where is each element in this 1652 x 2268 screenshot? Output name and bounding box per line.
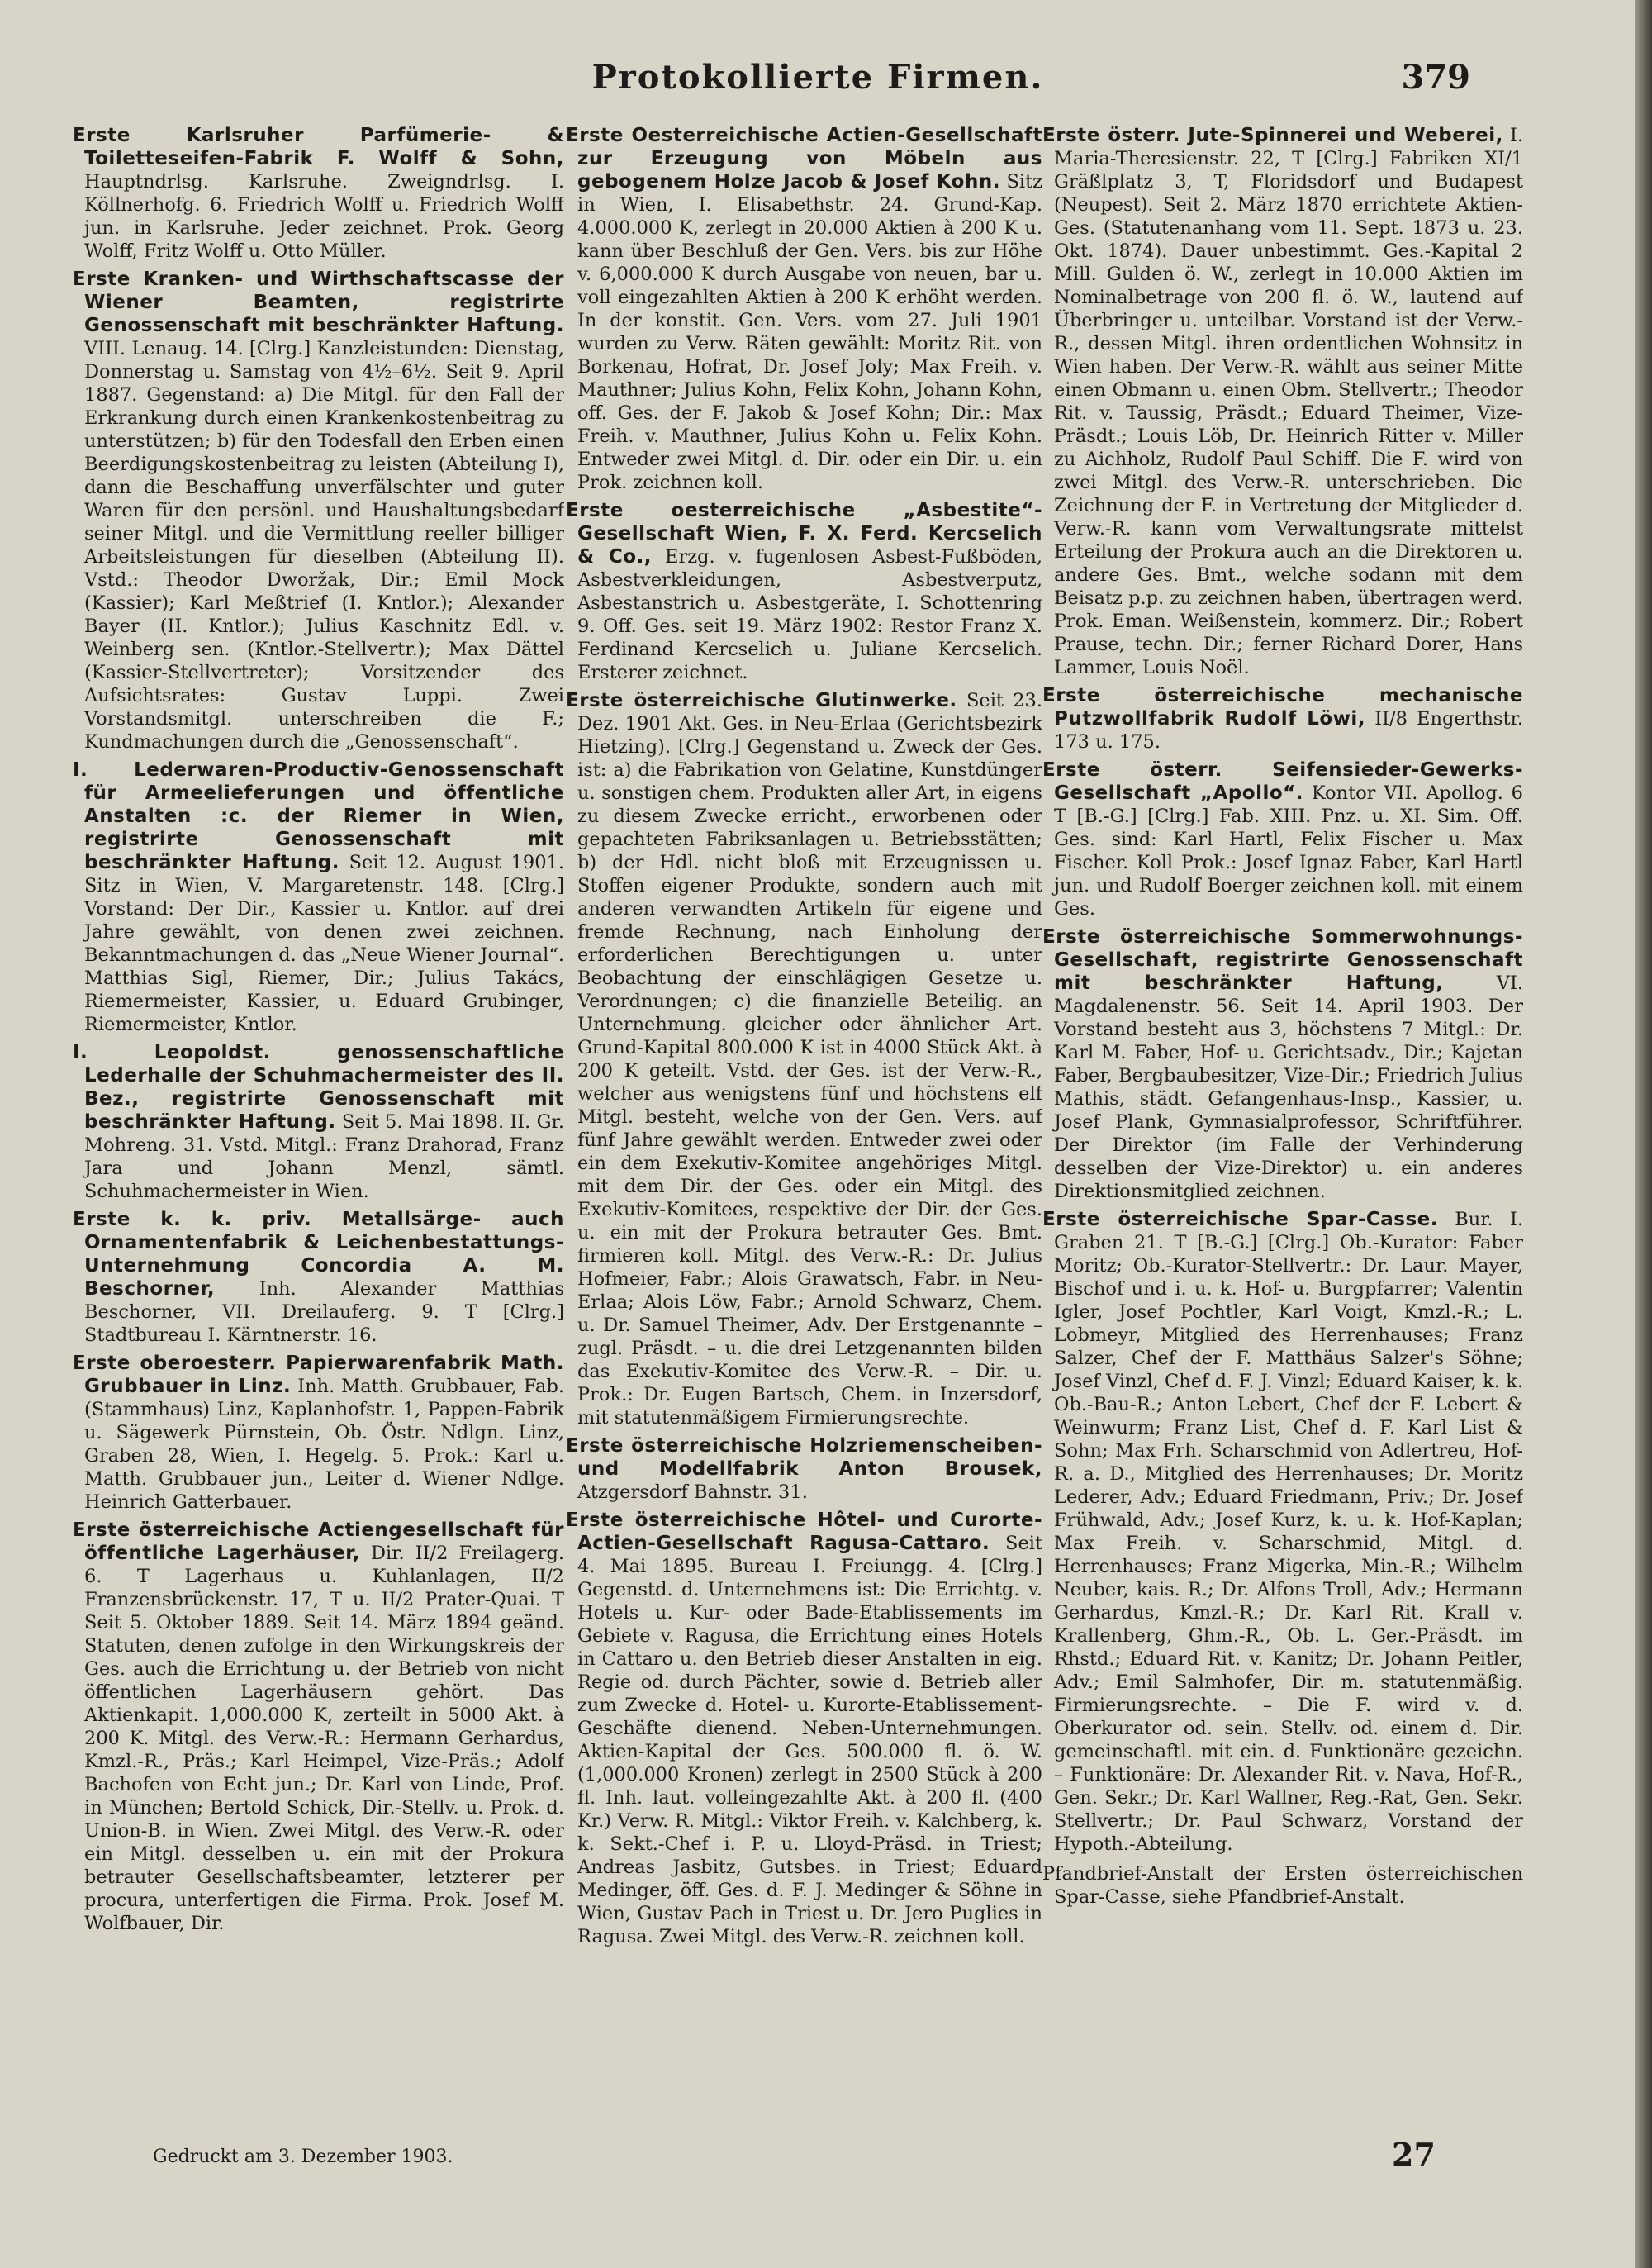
firm-name: I. Lederwaren-Productiv-Genossenschaft für Armeelieferungen und öffentliche Anstalten :c. der Riemer in Wien, registrirte Genossenschaft mit beschränkter Haftung. [73,759,564,873]
firm-details: I. Maria-Theresienstr. 22, T [Clrg.] Fabriken XI/1 Gräßlplatz 3, T, Floridsdorf und Budapest (Neupest). Seit 2. März 1870 errichtete Aktien-Ges. (Statutenanhang vom 11. Sept. 1873 u. 23. Okt. 1874). Dauer unbestimmt. Ges.-Kapital 2 Mill. Gulden ö. W., zerlegt in 10.000 Aktien im Nominalbetrage von 200 fl. ö. W., lautend auf Überbringer u. unteilbar. Vorstand ist der Verw.-R., dessen Mitgl. ihren ordentlichen Wohnsitz in Wien haben. Der Verw.-R. wählt aus seiner Mitte einen Obmann u. einen Obm. Stellvertr.; Theodor Rit. v. Taussig, Präsdt.; Eduard Theimer, Vize-Präsdt.; Louis Löb, Dr. Heinrich Ritter v. Miller zu Aichholz, Rudolf Paul Schiff. Die F. wird von zwei Mitgl. des Verw.-R. unterschrieben. Die Zeichnung der F. in Vertretung der Mitglieder d. Verw.-R. kann vom Verwaltungsrate mittelst Erteilung der Prokura auch an die Direktoren u. andere Ges. Bmt., welche sodann mit dem Beisatz p.p. zu zeichnen haben, übertragen werd. Prok. Eman. Weißenstein, kommerz. Dir.; Robert Prause, techn. Dir.; ferner Richard Dorer, Hans Lammer, Louis Noël. [1054,125,1523,678]
firm-name: Erste österr. Seifensieder-Gewerks-Gesellschaft „Apollo“. [1042,759,1523,804]
firm-name: Erste österr. Jute-Spinnerei und Weberei, [1042,125,1503,146]
page-title: Protokollierte Firmen. [591,58,1044,97]
firm-name: Erste österreichische Hôtel- und Curorte-Actien-Gesellschaft Ragusa-Cattaro. [566,1510,1042,1554]
firm-name: Erste oberoesterr. Papierwarenfabrik Math. Grubbauer in Linz. [73,1353,564,1397]
firm-name: Erste österreichische Holzriemenscheiben- und Modellfabrik Anton Brousek, [566,1435,1042,1480]
firm-details: II/8 Engerthstr. 173 u. 175. [1054,708,1523,753]
print-date: Gedruckt am 3. Dezember 1903. [153,2147,453,2167]
firm-entry [73,1208,564,1347]
firm-name: Erste Kranken- und Wirthschaftscasse der Wiener Beamten, registrirte Genossenschaft mit beschränkter Haftung. [73,269,564,336]
firm-entry [1042,925,1523,1203]
firm-details: Atzgersdorf Bahnstr. 31. [577,1481,808,1503]
firm-details: VIII. Lenaug. 14. [Clrg.] Kanzleistunden: Dienstag, Donnerstag u. Samstag von 4½–6½. Seit 9. April 1887. Gegenstand: a) Die Mitgl. für den Fall der Erkrankung durch einen Krankenkostenbeitrag zu unterstützen; b) für den Todesfall den Erben einen Beerdigungskostenbeitrag zu leisten (Abteilung I), dann die Beschaffung unverfälschter und guter Waren für den persönl. und Haushaltungsbedarf seiner Mitgl. und die Vermittlung reeller billiger Arbeitsleistungen für dieselben (Abteilung II). Vstd.: Theodor Dworžak, Dir.; Emil Mock (Kassier); Karl Meßtrief (I. Kntlor.); Alexander Bayer (II. Kntlor.); Julius Kaschnitz Edl. v. Weinberg sen. (Kntlor.-Stellvertr.); Max Dättel (Kassier-Stellvertreter); Vorsitzender des Aufsichtsrates: Gustav Luppi. Zwei Vorstandsmitgl. unterschreiben die F.; Kundmachungen durch die „Genossenschaft“. [84,338,564,753]
firm-entry [1042,684,1523,754]
firm-details: Seit 4. Mai 1895. Bureau I. Freiungg. 4. [Clrg.] Gegenstd. d. Unternehmens ist: Die Errichtg. v. Hotels u. Kur- oder Bade-Etablissements im Gebiete v. Ragusa, die Errichtung eines Hotels in Cattaro u. den Betrieb dieser Anstalten in eig. Regie od. durch Pächter, sowie d. Betrieb aller zum Zwecke d. Hotel- u. Kurorte-Etablissement-Geschäfte dienend. Neben-Unternehmungen. Aktien-Kapital der Ges. 500.000 fl. ö. W. (1,000.000 Kronen) zerlegt in 2500 Stück à 200 fl. Inh. laut. volleingezahlte Akt. à 200 fl. (400 Kr.) Verw. R. Mitgl.: Viktor Freih. v. Kalchberg, k. k. Sekt.-Chef i. P. u. Lloyd-Präsd. in Triest; Andreas Jasbitz, Gutsbes. in Triest; Eduard Medinger, öff. Ges. d. F. J. Medinger & Söhne in Wien, Gustav Pach in Triest u. Dr. Jero Puglies in Ragusa. Zwei Mitgl. des Verw.-R. zeichnen koll. [577,1533,1042,1947]
firm-details: Erzg. v. fugenlosen Asbest-Fußböden, Asbestverkleidungen, Asbestverputz, Asbestanstrich u. Asbestgeräte, I. Schottenring 9. Off. Ges. seit 19. März 1902: Restor Franz X. Ferdinand Kercselich u. Juliane Kercselich. Ersterer zeichnet. [577,546,1042,683]
firm-details: VI. Magdalenenstr. 56. Seit 14. April 1903. Der Vorstand besteht aus 3, höchstens 7 Mitgl.: Dr. Karl M. Faber, Hof- u. Gerichtsadv., Dir.; Kajetan Faber, Bergbaubesitzer, Vize-Dir.; Friedrich Julius Mathis, städt. Gefangenhaus-Insp., Kassier, u. Josef Plank, Gymnasialprofessor, Schriftführer. Der Direktor (im Falle der Verhinderung desselben der Vize-Direktor) u. ein anderes Direktionsmitglied zeichnen. [1054,972,1523,1202]
firm-entry [566,499,1042,684]
sheet-number: 27 [1392,2136,1436,2173]
text-column-right [1042,124,1523,2123]
firm-details: Seit 23. Dez. 1901 Akt. Ges. in Neu-Erlaa (Gerichtsbezirk Hietzing). [Clrg.] Gegenstand u. Zweck der Ges. ist: a) die Fabrikation von Gelatine, Kunstdünger u. sonstigen chem. Produkten aller Art, in eigens zu diesem Zwecke erricht., erworbenen oder gepachteten Fabriksanlagen u. Betriebsstätten; b) der Hdl. nicht bloß mit Erzeugnissen u. Stoffen eigener Produkte, sondern auch mit anderen verwandten Artikeln für eigene und fremde Rechnung, nach Einholung der erforderlichen Berechtigungen u. unter Beobachtung der einschlägigen Gesetze u. Verordnungen; c) die finanzielle Beteilig. an Unternehmung. gleicher oder ähnlicher Art. Grund-Kapital 800.000 K ist in 4000 Stück Akt. à 200 K geteilt. Vstd. der Ges. ist der Verw.-R., welcher aus wenigstens fünf und höchstens elf Mitgl. besteht, welche von der Gen. Vers. auf fünf Jahre gewählt werden. Entweder zwei oder ein dem Exekutiv-Komitee angehöriges Mitgl. mit dem Dir. der Ges. oder ein Mitgl. des Exekutiv-Komitees, respektive der Dir. der Ges. u. ein mit der Prokura betrauter Ges. Bmt. firmieren koll. Mitgl. des Verw.-R.: Dr. Julius Hofmeier, Fabr.; Alois Grawatsch, Fabr. in Neu-Erlaa; Alois Löw, Fabr.; Arnold Schwarz, Chem. u. Dr. Samuel Theimer, Adv. Der Erstgenannte – zugl. Präsdt. – u. die drei Letzgenannten bilden das Exekutiv-Komitee des Verw.-R. – Dir. u. Prok.: Dr. Eugen Bartsch, Chem. in Inzersdorf, mit statutenmäßigem Firmierungsrechte. [577,690,1042,1429]
firm-entry [566,124,1042,494]
firm-name: Erste österreichische mechanische Putzwollfabrik Rudolf Löwi, [1042,685,1523,730]
text-column-left [73,124,564,2123]
firm-entry [1042,124,1523,679]
firm-name: Erste österreichische Sommerwohnungs-Gesellschaft, registrirte Genossenschaft mit beschränkter Haftung, [1042,926,1523,994]
firm-details: Dir. II/2 Freilagerg. 6. T Lagerhaus u. Kuhlanlagen, II/2 Franzensbrückenstr. 17, T u. II/2 Prater-Quai. T Seit 5. Oktober 1889. Seit 14. März 1894 geänd. Statuten, denen zufolge in den Wirkungskreis der Ges. auch die Errichtung u. der Betrieb von nicht öffentlichen Lagerhäusern gehört. Das Aktienkapit. 1,000.000 K, zerteilt in 5000 Akt. à 200 K. Mitgl. des Verw.-R.: Hermann Gerhardus, Kmzl.-R., Präs.; Karl Heimpel, Vize-Präs.; Adolf Bachofen von Echt jun.; Dr. Karl von Linde, Prof. in München; Bertold Schick, Dir.-Stellv. u. Prok. d. Union-B. in Wien. Zwei Mitgl. des Verw.-R. oder ein Mitgl. desselben u. ein mit der Prokura betrauter Gesellschaftsbeamter, letzterer per procura, unterfertigen die Firma. Prok. Josef M. Wolfbauer, Dir. [84,1543,564,1934]
cross-reference-note: Pfandbrief-Anstalt der Ersten österreichischen Spar-Casse, siehe Pfandbrief-Anstalt. [1042,1863,1523,1908]
firm-entry [73,268,564,754]
firm-entry [73,1041,564,1203]
text-column-middle [566,124,1042,2123]
firm-entry [566,1434,1042,1504]
page-edge [1635,0,1652,2268]
firm-details: Bur. I. Graben 21. T [B.-G.] [Clrg.] Ob.-Kurator: Faber Moritz; Ob.-Kurator-Stellvertr.: Dr. Laur. Mayer, Bischof und i. u. k. Hof- u. Burgpfarrer; Valentin Igler, Josef Pochtler, Karl Voigt, Kmzl.-R.; L. Lobmeyr, Mitglied des Herrenhauses; Franz Salzer, Chef der F. Matthäus Salzer's Söhne; Josef Vinzl, Chef d. F. J. Vinzl; Eduard Kaiser, k. k. Ob.-Bau-R.; Anton Lebert, Chef der F. Lebert & Weinwurm; Franz List, Chef d. F. Karl List & Sohn; Max Frh. Scharschmid von Adlertreu, Hof-R. a. D., Mitglied des Herrenhauses; Dr. Moritz Lederer, Adv.; Eduard Friedmann, Priv.; Dr. Josef Frühwald, Adv.; Josef Kurz, k. u. k. Hof-Kaplan; Max Freih. v. Scharschmid, Mitgl. d. Herrenhauses; Franz Migerka, Min.-R.; Wilhelm Neuber, kais. R.; Dr. Alfons Troll, Adv.; Hermann Gerhardus, Kmzl.-R.; Dr. Karl Rit. Krall v. Krallenberg, Ghm.-R., Ob. L. Ger.-Präsdt. im Rhstd.; Eduard Rit. v. Kanitz; Dr. Johann Peitler, Adv.; Emil Salmhofer, Dir. m. statutenmäßig. Firmierungsrechte. – Die F. wird v. d. Oberkurator od. sein. Stellv. od. einem d. Dir. gemeinschaftl. mit ein. d. Funktionäre gezeichn. – Funktionäre: Dr. Alexander Rit. v. Nava, Hof-R., Gen. Sekr.; Dr. Karl Wallner, Reg.-Rat, Gen. Sekr. Stellvertr.; Dr. Paul Schwarz, Vorstand der Hypoth.-Abteilung. [1054,1209,1523,1855]
firm-name: Erste österreichische Spar-Casse. [1042,1209,1439,1230]
firm-entry [566,689,1042,1429]
firm-entry [73,758,564,1036]
firm-entry [1042,1208,1523,1856]
firm-entry [73,1519,564,1935]
firm-entry [73,124,564,263]
firm-name: Erste k. k. priv. Metallsärge- auch Ornamentenfabrik & Leichenbestattungs-Unternehmung Concordia A. M. Beschorner, [73,1209,564,1300]
page-number: 379 [1401,58,1470,97]
firm-name: Erste Oesterreichische Actien-Gesellschaft zur Erzeugung von Möbeln aus gebogenem Holze Jacob & Josef Kohn. [566,125,1042,193]
firm-name: I. Leopoldst. genossenschaftliche Lederhalle der Schuhmachermeister des II. Bez., registrirte Genossenschaft mit beschränkter Haftung. [73,1042,564,1133]
firm-entry [73,1352,564,1514]
firm-details: Inh. Matth. Grubbauer, Fab. (Stammhaus) Linz, Kaplanhofstr. 1, Pappen-Fabrik u. Sägewerk Pürnstein, Ob. Östr. Ndlgn. Linz, Graben 28, Wien, I. Hegelg. 5. Prok.: Karl u. Matth. Grubbauer jun., Leiter d. Wiener Ndlge. Heinrich Gatterbauer. [84,1376,564,1513]
firm-details: Kontor VII. Apollog. 6 T [B.-G.] [Clrg.] Fab. XIII. Pnz. u. XI. Sim. Off. Ges. sind: Karl Hartl, Felix Fischer u. Max Fischer. Koll Prok.: Josef Ignaz Faber, Karl Hartl jun. und Rudolf Boerger zeichnen koll. mit einem Ges. [1054,782,1523,920]
firm-entry [566,1509,1042,1948]
firm-details: Sitz in Wien, I. Elisabethstr. 24. Grund-Kap. 4.000.000 K, zerlegt in 20.000 Aktien à 200 K u. kann über Beschluß der Gen. Vers. bis zur Höhe v. 6,000.000 K durch Ausgabe von neuen, bar u. voll eingezahlten Aktien à 200 K erhöht werden. In der konstit. Gen. Vers. vom 27. Juli 1901 wurden zu Verw. Räten gewählt: Moritz Rit. von Borkenau, Hofrat, Dr. Josef Joly; Max Freih. v. Mauthner; Julius Kohn, Felix Kohn, Johann Kohn, off. Ges. der F. Jakob & Josef Kohn; Dir.: Max Freih. v. Mauthner, Julius Kohn u. Felix Kohn. Entweder zwei Mitgl. d. Dir. oder ein Dir. u. ein Prok. zeichnen koll. [577,171,1042,493]
firm-name: Erste Karlsruher Parfümerie- & Toiletteseifen-Fabrik F. Wolff & Sohn, [73,125,564,169]
firm-name: Erste österreichische Glutinwerke. [566,690,957,711]
firm-name: Erste oesterreichische „Asbestite“-Gesellschaft Wien, F. X. Ferd. Kercselich & Co., [566,500,1042,568]
firm-details: Hauptndrlsg. Karlsruhe. Zweigndrlsg. I. Köllnerhofg. 6. Friedrich Wolff u. Friedrich Wolff jun. in Karlsruhe. Jeder zeichnet. Prok. Georg Wolff, Fritz Wolff u. Otto Müller. [84,171,564,262]
firm-details: Seit 5. Mai 1898. II. Gr. Mohreng. 31. Vstd. Mitgl.: Franz Drahorad, Franz Jara und Johann Menzl, sämtl. Schuhmachermeister in Wien. [84,1111,564,1202]
page-header [0,58,1635,116]
firm-details: Seit 12. August 1901. Sitz in Wien, V. Margaretenstr. 148. [Clrg.] Vorstand: Der Dir., Kassier u. Kntlor. auf drei Jahre gewählt, von denen zwei zeichnen. Bekanntmachungen d. das „Neue Wiener Journal“. Matthias Sigl, Riemer, Dir.; Julius Takács, Riemermeister, Kassier, u. Eduard Grubinger, Riemermeister, Kntlor. [84,852,564,1035]
firm-details: Inh. Alexander Matthias Beschorner, VII. Dreilauferg. 9. T [Clrg.] Stadtbureau I. Kärntnerstr. 16. [84,1278,564,1346]
firm-entry [1042,758,1523,920]
firm-name: Erste österreichische Actiengesellschaft für öffentliche Lagerhäuser, [73,1519,564,1564]
